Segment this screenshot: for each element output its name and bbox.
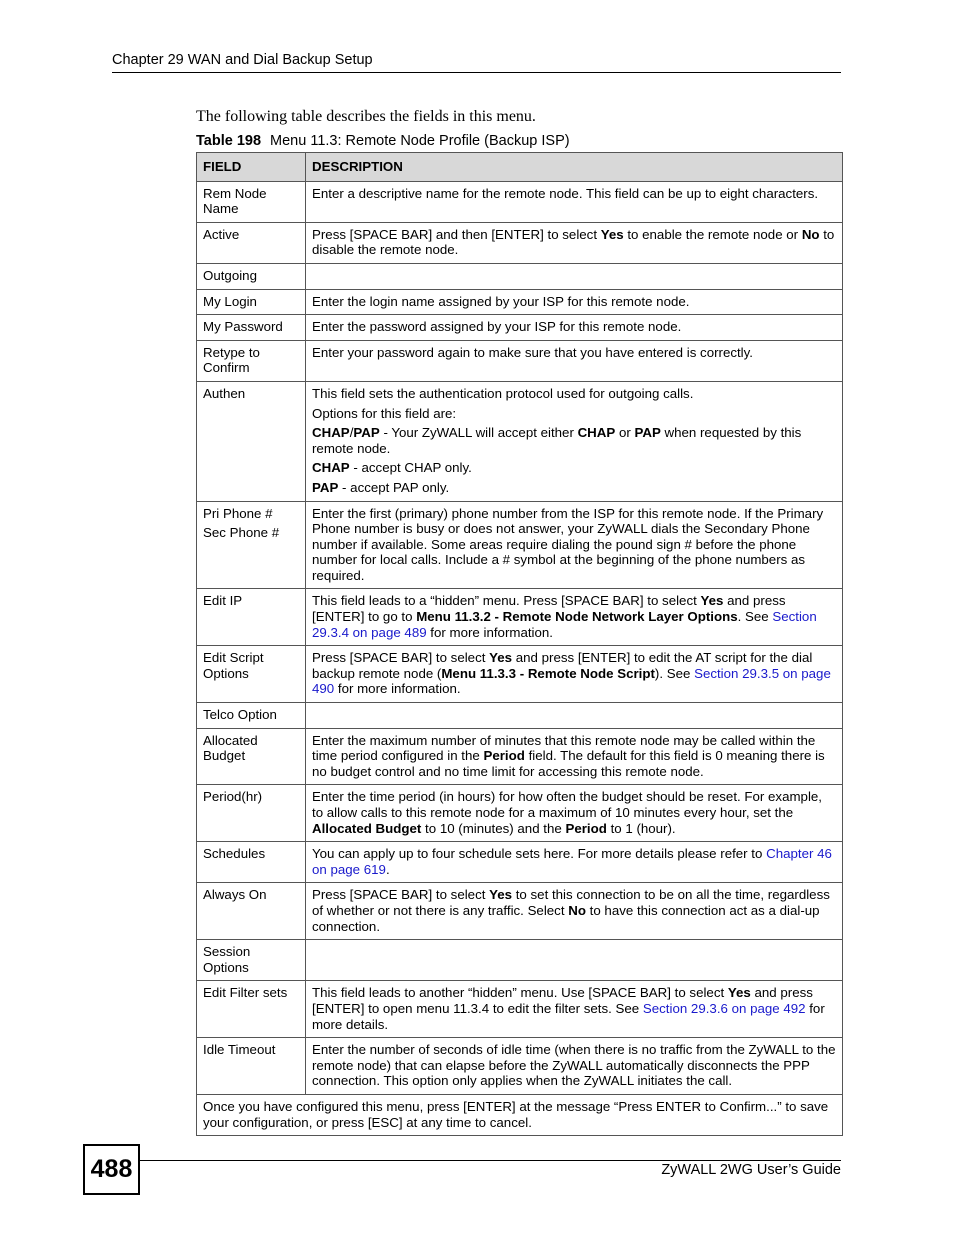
desc-bold: PAP bbox=[312, 479, 339, 495]
desc-paragraph: Options for this field are: bbox=[312, 405, 457, 421]
desc-cell bbox=[306, 981, 843, 1038]
desc-text: and press [ENTER] to edit the AT script for the dial backup remote node ( bbox=[312, 650, 813, 681]
table-caption-title: Menu 11.3: Remote Node Profile (Backup ISP) bbox=[270, 133, 570, 149]
field-cell: Retype to Confirm bbox=[197, 340, 306, 381]
desc-text: . bbox=[385, 861, 390, 877]
field-cell: Telco Option bbox=[197, 703, 306, 729]
desc-cell bbox=[306, 940, 843, 981]
desc-cell: Enter the number of seconds of idle time (when there is no traffic from the ZyWALL to the remote node) that can elapse before the ZyWALL automatically disconnects the PPP connection. This option only applies when the ZyWALL initiates the call. bbox=[306, 1038, 843, 1095]
field-cell: Idle Timeout bbox=[197, 1038, 306, 1095]
desc-cell: Enter the password assigned by your ISP for this remote node. bbox=[306, 315, 843, 341]
desc-bold: PAP bbox=[634, 425, 661, 441]
table-row bbox=[197, 646, 843, 703]
field-cell: Edit IP bbox=[197, 589, 306, 646]
desc-bold: Yes bbox=[727, 985, 751, 1001]
field-cell: Edit Filter sets bbox=[197, 981, 306, 1038]
desc-bold: CHAP bbox=[312, 460, 350, 476]
field-cell: Rem Node Name bbox=[197, 181, 306, 222]
table-row bbox=[197, 883, 843, 940]
desc-text: - accept PAP only. bbox=[338, 479, 450, 495]
table-footer-row bbox=[197, 1094, 843, 1135]
guide-title: ZyWALL 2WG User’s Guide bbox=[661, 1162, 841, 1178]
field-cell: My Password bbox=[197, 315, 306, 341]
table-row bbox=[197, 1038, 843, 1095]
desc-bold: Period bbox=[483, 748, 525, 764]
field-cell: My Login bbox=[197, 289, 306, 315]
table-row bbox=[197, 222, 843, 263]
desc-text: Press [SPACE BAR] to select bbox=[312, 887, 490, 903]
desc-cell bbox=[306, 842, 843, 883]
section-link[interactable]: Section 29.3.4 on page 489 bbox=[312, 609, 817, 640]
field-cell bbox=[197, 501, 306, 589]
desc-cell bbox=[306, 263, 843, 289]
desc-text: Press [SPACE BAR] and then [ENTER] to select bbox=[312, 226, 601, 242]
desc-text: Enter the time period (in hours) for how often the budget should be reset. For example, to allow calls to this remote node for a maximum of 10 minutes every hour, set the bbox=[312, 789, 822, 820]
desc-text: You can apply up to four schedule sets here. For more details please refer to bbox=[312, 846, 767, 862]
desc-bold: Yes bbox=[700, 593, 724, 609]
fields-table bbox=[196, 152, 843, 1136]
desc-text: to have this connection act as a dial-up connection. bbox=[312, 902, 820, 934]
desc-bold: CHAP bbox=[312, 425, 350, 441]
table-row bbox=[197, 263, 843, 289]
desc-text: for more details. bbox=[312, 1000, 825, 1032]
table-row bbox=[197, 340, 843, 381]
section-link[interactable]: Section 29.3.6 on page 492 bbox=[642, 1000, 806, 1016]
desc-cell: Enter the first (primary) phone number from the ISP for this remote node. If the Primary Phone number is busy or does not answer, your ZyWALL dials the Secondary Phone number if available. Some areas require dialing the pound sign # before the phone number for local calls. Include a # symbol at the beginning of the phone numbers as required. bbox=[306, 501, 843, 589]
desc-cell bbox=[306, 703, 843, 729]
table-row bbox=[197, 940, 843, 981]
footer-divider bbox=[140, 1160, 841, 1161]
desc-text: and press [ENTER] to go to bbox=[312, 593, 786, 625]
field-cell: Authen bbox=[197, 381, 306, 501]
desc-paragraph: This field sets the authentication protocol used for outgoing calls. bbox=[312, 385, 694, 401]
desc-text: or bbox=[615, 425, 635, 441]
table-caption-label: Table 198 bbox=[196, 133, 262, 149]
desc-text: Enter the maximum number of minutes that this remote node may be called within the time period configured in the bbox=[312, 732, 816, 764]
desc-text: - accept CHAP only. bbox=[349, 460, 472, 476]
desc-paragraph bbox=[312, 480, 836, 496]
field-cell: Session Options bbox=[197, 940, 306, 981]
desc-text: to 1 (hour). bbox=[606, 820, 676, 836]
field-line: Pri Phone # bbox=[203, 505, 273, 521]
table-row bbox=[197, 181, 843, 222]
desc-cell bbox=[306, 883, 843, 940]
desc-text: to enable the remote node or bbox=[623, 226, 802, 242]
desc-bold: Period bbox=[565, 820, 607, 836]
desc-bold: Menu 11.3.3 - Remote Node Script bbox=[441, 665, 655, 681]
desc-cell bbox=[306, 222, 843, 263]
desc-text: for more information. bbox=[426, 624, 553, 640]
desc-cell: Enter your password again to make sure that you have entered is correctly. bbox=[306, 340, 843, 381]
desc-text: to disable the remote node. bbox=[312, 226, 835, 258]
table-row bbox=[197, 315, 843, 341]
desc-bold: Yes bbox=[600, 226, 624, 242]
desc-bold: No bbox=[568, 902, 586, 918]
desc-paragraph bbox=[312, 460, 836, 476]
desc-cell bbox=[306, 646, 843, 703]
field-line: Sec Phone # bbox=[203, 525, 280, 541]
field-cell: Period(hr) bbox=[197, 785, 306, 842]
table-row bbox=[197, 728, 843, 785]
desc-bold: Allocated Budget bbox=[312, 820, 422, 836]
chapter-link[interactable]: Chapter 46 on page 619 bbox=[312, 846, 832, 877]
field-cell: Allocated Budget bbox=[197, 728, 306, 785]
table-row bbox=[197, 785, 843, 842]
col-desc-header: DESCRIPTION bbox=[306, 153, 843, 182]
table-row bbox=[197, 501, 843, 589]
chapter-header: Chapter 29 WAN and Dial Backup Setup bbox=[112, 52, 841, 73]
table-row bbox=[197, 842, 843, 883]
desc-text: Press [SPACE BAR] to select bbox=[312, 650, 490, 666]
desc-text: . See bbox=[737, 609, 773, 625]
table-row bbox=[197, 381, 843, 501]
desc-text: / bbox=[349, 425, 354, 441]
desc-cell: Enter a descriptive name for the remote node. This field can be up to eight characters. bbox=[306, 181, 843, 222]
table-row bbox=[197, 981, 843, 1038]
desc-text: ). See bbox=[654, 665, 695, 681]
footer-note: Once you have configured this menu, press [ENTER] at the message “Press ENTER to Confirm...” to save your configuration, or press [ESC] at any time to cancel. bbox=[197, 1094, 843, 1135]
desc-bold: Yes bbox=[489, 887, 513, 903]
desc-text: This field leads to a “hidden” menu. Press [SPACE BAR] to select bbox=[312, 593, 701, 609]
table-row bbox=[197, 289, 843, 315]
desc-text: for more information. bbox=[334, 681, 461, 697]
desc-text: field. The default for this field is 0 meaning there is no budget control and no time limit for accessing this remote node. bbox=[312, 748, 825, 779]
desc-text: to set this connection to be on all the time, regardless of whether or not there is any traffic. Select bbox=[312, 887, 830, 918]
desc-cell bbox=[306, 381, 843, 501]
desc-cell bbox=[306, 785, 843, 842]
field-cell: Outgoing bbox=[197, 263, 306, 289]
desc-paragraph bbox=[312, 425, 836, 456]
desc-text: and press [ENTER] to open menu 11.3.4 to edit the filter sets. See bbox=[312, 985, 813, 1016]
desc-cell: Enter the login name assigned by your ISP for this remote node. bbox=[306, 289, 843, 315]
table-row bbox=[197, 589, 843, 646]
table-row bbox=[197, 703, 843, 729]
table-caption bbox=[196, 133, 570, 149]
desc-bold: Menu 11.3.2 - Remote Node Network Layer Options bbox=[416, 609, 738, 625]
table-header-row bbox=[197, 153, 843, 182]
intro-text: The following table describes the fields in this menu. bbox=[196, 108, 536, 125]
desc-text: to 10 (minutes) and the bbox=[421, 820, 566, 836]
desc-cell bbox=[306, 589, 843, 646]
col-field-header: FIELD bbox=[197, 153, 306, 182]
page-number: 488 bbox=[83, 1144, 140, 1195]
desc-bold: CHAP bbox=[577, 425, 616, 441]
desc-bold: No bbox=[801, 226, 820, 242]
desc-bold: Yes bbox=[489, 650, 513, 666]
field-cell: Active bbox=[197, 222, 306, 263]
field-cell: Edit Script Options bbox=[197, 646, 306, 703]
desc-text: This field leads to another “hidden” menu. Use [SPACE BAR] to select bbox=[312, 985, 728, 1001]
desc-text: when requested by this remote node. bbox=[312, 425, 802, 456]
section-link[interactable]: Section 29.3.5 on page 490 bbox=[312, 665, 831, 697]
desc-text: - Your ZyWALL will accept either bbox=[379, 425, 578, 441]
desc-bold: PAP bbox=[353, 425, 380, 441]
field-cell: Schedules bbox=[197, 842, 306, 883]
field-cell: Always On bbox=[197, 883, 306, 940]
desc-cell bbox=[306, 728, 843, 785]
